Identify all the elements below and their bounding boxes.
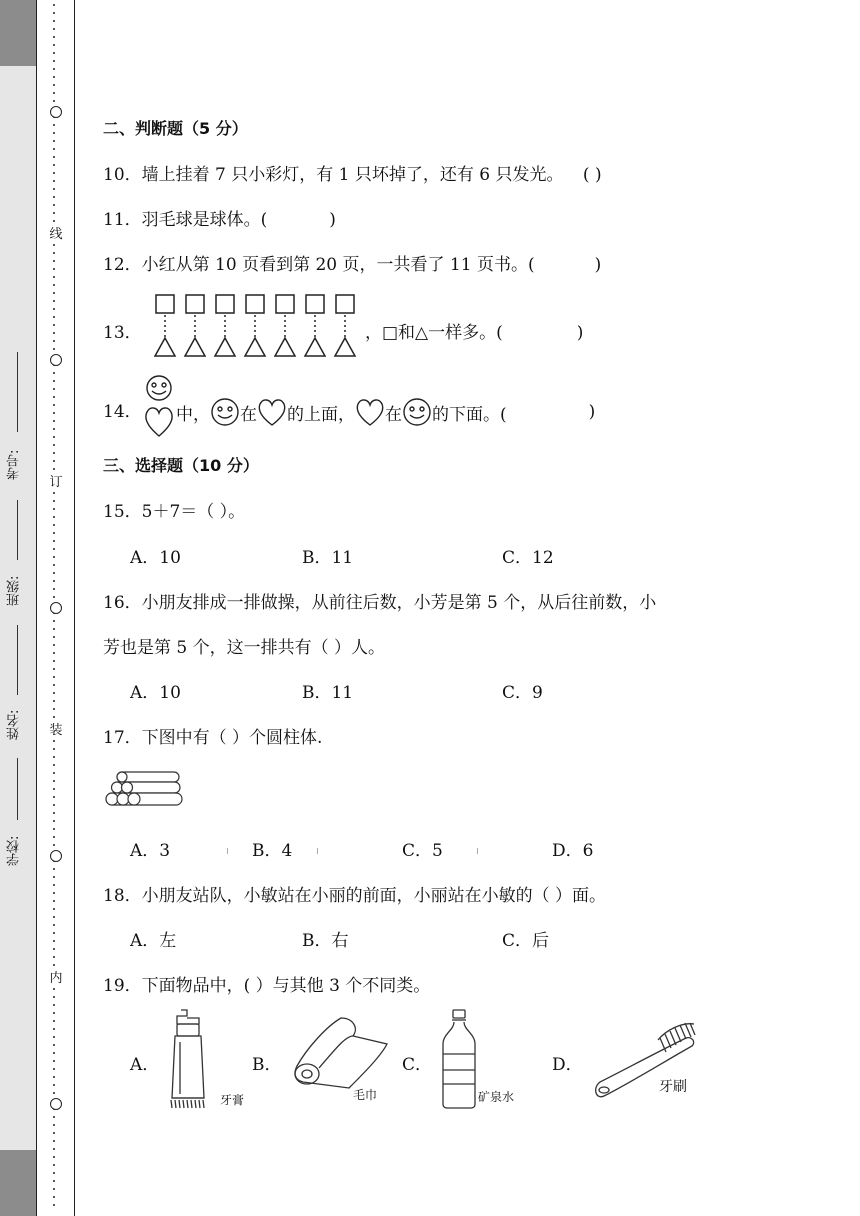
question-18 (103, 881, 606, 906)
stacked-cylinders-figure (103, 766, 185, 810)
option-b[interactable]: B． (252, 1055, 282, 1075)
binding-hole-circle (50, 354, 62, 366)
answer-paren-close: ) (588, 402, 596, 422)
question-number: 19． (103, 976, 142, 996)
question-11 (103, 205, 336, 230)
squares-triangles-figure (153, 292, 363, 360)
binding-glyph-staple: 订 (49, 475, 63, 490)
question-10 (103, 160, 602, 185)
option-b[interactable]: B．右 (302, 931, 349, 951)
question-number: 17． (103, 728, 142, 748)
water-bottle-label: 矿泉水 (478, 1090, 515, 1104)
option-c[interactable]: C．9 (502, 683, 543, 703)
question-text: 在 (240, 404, 257, 425)
option-b[interactable]: B．4 (252, 841, 293, 861)
exam-no-blank (17, 352, 18, 432)
option-d[interactable]: D． (552, 1055, 583, 1075)
question-text: 小朋友站队，小敏站在小丽的前面，小丽站在小敏的（ ）面。 (141, 886, 607, 906)
question-text: 5＋7＝（ ）。 (141, 502, 246, 522)
option-b[interactable]: B．11 (302, 683, 354, 703)
question-text: 下图中有（ ）个圆柱体. (141, 728, 323, 748)
question-13 (103, 318, 142, 343)
answer-paren-close: ) (329, 210, 336, 230)
binding-hole-circle (50, 1098, 62, 1110)
question-number: 18． (103, 886, 142, 906)
binding-hole-circle (50, 850, 62, 862)
heart-icon (257, 397, 287, 427)
option-a[interactable]: A．左 (130, 931, 177, 951)
option-c[interactable]: C．12 (502, 548, 554, 568)
option-d[interactable]: D．6 (552, 841, 594, 861)
towel-label: 毛巾 (353, 1088, 378, 1102)
class-label: 班级: (7, 575, 22, 607)
option-c[interactable]: C． (402, 1055, 433, 1075)
question-text: 中， (176, 404, 210, 425)
question-number: 10． (103, 165, 142, 185)
option-separator (313, 840, 322, 860)
option-a[interactable]: A．3 (130, 841, 171, 861)
smiley-over-heart-figure (143, 374, 175, 438)
question-16-line-2: 芳也是第 5 个，这一排共有（ ）人。 (103, 638, 386, 658)
binding-glyph-line: 线 (49, 227, 63, 242)
heart-icon (355, 397, 385, 427)
question-text: 墙上挂着 7 只小彩灯，有 1 只坏掉了，还有 6 只发光。 (141, 165, 564, 185)
question-text: 下面物品中，( ）与其他 3 个不同类。 (141, 976, 431, 996)
smiley-icon (402, 397, 432, 427)
binding-strip-top-block (0, 0, 36, 66)
question-13-text (365, 318, 583, 343)
option-a[interactable]: A．10 (130, 548, 181, 568)
toothpaste-label: 牙膏 (220, 1093, 245, 1107)
school-label: 学校: (7, 835, 22, 867)
name-blank (17, 625, 18, 695)
question-19 (103, 971, 430, 996)
section-title-judge: 二、判断题（5 分） (103, 119, 248, 138)
question-15 (103, 497, 245, 522)
question-14 (103, 397, 142, 422)
question-17 (103, 723, 322, 748)
water-bottle-icon (439, 1008, 479, 1110)
class-blank (17, 500, 18, 560)
towel-icon (289, 1016, 389, 1090)
question-number: 15． (103, 502, 142, 522)
smiley-icon (210, 397, 240, 427)
question-number: 13． (103, 323, 142, 343)
section-title-choice: 三、选择题（10 分） (103, 456, 259, 475)
question-number: 11． (103, 210, 142, 230)
question-text: 羽毛球是球体。( (141, 210, 268, 230)
answer-paren-close: ) (594, 255, 602, 275)
binding-hole-circle (50, 602, 62, 614)
question-number: 14． (103, 402, 142, 422)
toothbrush-label: 牙刷 (659, 1079, 687, 1095)
question-16 (103, 588, 656, 613)
option-a[interactable]: A． (130, 1055, 160, 1075)
question-text: ，□和△一样多。( (365, 323, 503, 343)
option-separator (223, 840, 232, 860)
question-14-text (176, 397, 595, 427)
binding-strip-bottom-block (0, 1150, 36, 1216)
question-text: 的下面。( (432, 404, 507, 425)
question-text: 在 (385, 404, 402, 425)
option-c[interactable]: C．5 (402, 841, 443, 861)
answer-paren[interactable]: ( ) (582, 165, 602, 185)
question-text: 小红从第 10 页看到第 20 页，一共看了 11 页书。( (141, 255, 535, 275)
question-number: 12． (103, 255, 142, 275)
binding-glyph-inner: 内 (49, 971, 63, 986)
question-text: 小朋友排成一排做操，从前往后数，小芳是第 5 个，从后往前数，小 (141, 593, 657, 613)
toothpaste-icon (165, 1008, 215, 1112)
option-b[interactable]: B．11 (302, 548, 354, 568)
school-blank (17, 758, 18, 820)
question-number: 16． (103, 593, 142, 613)
binding-glyph-bind: 装 (49, 723, 63, 738)
question-text: 的上面， (287, 404, 355, 425)
binding-hole-circle (50, 106, 62, 118)
option-separator (473, 840, 482, 860)
name-label: 姓名: (7, 709, 22, 741)
option-c[interactable]: C．后 (502, 931, 550, 951)
exam-no-label: 考号: (7, 449, 22, 481)
answer-paren-close: ) (576, 323, 584, 343)
option-a[interactable]: A．10 (130, 683, 181, 703)
question-12 (103, 250, 601, 275)
